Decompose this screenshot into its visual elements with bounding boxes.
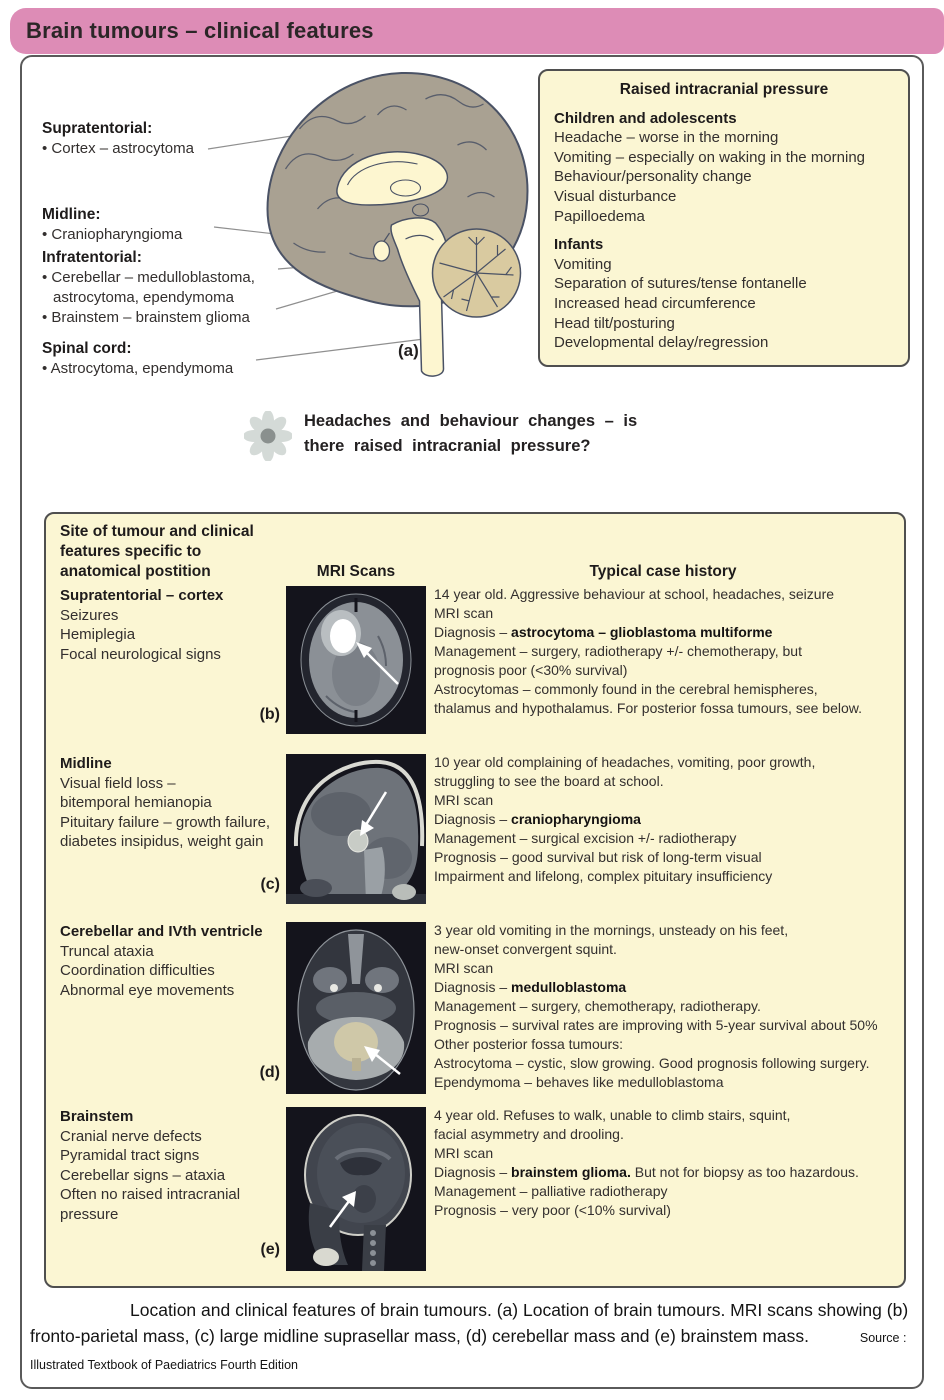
text-line: 3 year old vomiting in the mornings, unsteady on his feet,: [434, 922, 789, 938]
flower-icon: [244, 411, 292, 461]
raised-icp-panel: [538, 69, 910, 367]
text-line: Head tilt/posturing: [554, 314, 675, 332]
text-line: Cranial nerve defects: [60, 1127, 202, 1145]
tumour-mass: [352, 1185, 376, 1213]
site-heading: Cerebellar and IVth ventricle: [60, 923, 263, 940]
site-group-heading: Midline:: [42, 206, 101, 223]
case-history: [434, 585, 900, 718]
case-history: [434, 921, 900, 1092]
text-line: • Cortex – astrocytoma: [42, 140, 194, 157]
site-heading: Supratentorial – cortex: [60, 587, 224, 604]
text-line: Prognosis – very poor (<10% survival): [434, 1202, 671, 1218]
text-line: Management – palliative radiotherapy: [434, 1183, 668, 1199]
icp-children-list: [554, 128, 894, 226]
text-line: Papilloedema: [554, 207, 645, 225]
text-line: Often no raised intracranial: [60, 1186, 241, 1203]
site-group-heading: Spinal cord:: [42, 340, 132, 357]
text-line: Astrocytomas – commonly found in the cerebral hemispheres,: [434, 681, 818, 697]
panel-label-e: (e): [260, 1241, 280, 1258]
text-line: facial asymmetry and drooling.: [434, 1126, 624, 1142]
content-panel: [20, 55, 924, 1389]
site-group-supratentorial: [42, 119, 292, 159]
text-line: Visual field loss –: [60, 774, 176, 792]
text-line: Management – surgery, radiotherapy +/- chemotherapy, but: [434, 643, 802, 659]
text-line: bitemporal hemianopia: [60, 794, 212, 811]
pituitary-shape: [374, 241, 390, 261]
text-line: Visual disturbance: [554, 187, 677, 205]
text-line: Astrocytoma – cystic, slow growing. Good prognosis following surgery.: [434, 1055, 870, 1071]
column-header-mri: MRI Scans: [316, 563, 396, 580]
text-line: Diagnosis – brainstem glioma. But not for biopsy as too hazardous.: [434, 1164, 859, 1180]
text-line: diabetes insipidus, weight gain: [60, 833, 264, 850]
site-features: [60, 586, 278, 664]
text-line: Management – surgery, chemotherapy, radiotherapy.: [434, 998, 761, 1014]
text-line: new-onset convergent squint.: [434, 941, 617, 957]
page-title: Brain tumours – clinical features: [26, 18, 374, 43]
text-line: • Craniopharyngioma: [42, 226, 183, 243]
column-header-case: Typical case history: [589, 563, 737, 580]
text-line: Pyramidal tract signs: [60, 1147, 200, 1164]
site-group-infratentorial: [42, 248, 292, 328]
text-line: Diagnosis – craniopharyngioma: [434, 811, 641, 827]
text-line: • Cerebellar – medulloblastoma,: [42, 269, 255, 286]
text-line: Ependymoma – behaves like medulloblastoma: [434, 1074, 724, 1090]
tumour-mass: [348, 830, 368, 852]
text-line: 14 year old. Aggressive behaviour at school, headaches, seizure: [434, 586, 835, 602]
text-line: Focal neurological signs: [60, 645, 221, 663]
text-line: pressure: [60, 1205, 119, 1223]
panel-label-b: (b): [259, 706, 280, 723]
site-features: [60, 754, 278, 852]
text-line: Vomiting – especially on waking in the morning: [554, 148, 866, 166]
text-line: Diagnosis – astrocytoma – glioblastoma multiforme: [434, 624, 773, 640]
site-group-heading: Infratentorial:: [42, 249, 142, 266]
text-line: Abnormal eye movements: [60, 981, 235, 999]
text-line: Other posterior fossa tumours:: [434, 1036, 624, 1052]
panel-label-d: (d): [259, 1064, 280, 1081]
text-line: Separation of sutures/tense fontanelle: [554, 275, 807, 293]
text-line: 4 year old. Refuses to walk, unable to climb stairs, squint,: [434, 1107, 791, 1123]
text-line: Developmental delay/regression: [554, 334, 769, 352]
figure-caption: [30, 1297, 914, 1376]
text-line: MRI scan: [434, 605, 494, 621]
case-history: [434, 1106, 900, 1220]
text-line: Prognosis – good survival but risk of long-term visual: [434, 849, 762, 865]
text-line: Headache – worse in the morning: [554, 129, 779, 147]
text-line: struggling to see the board at school.: [434, 773, 664, 789]
text-line: Truncal ataxia: [60, 942, 154, 960]
mri-scan-sagittal-suprasellar: [286, 754, 426, 904]
case-history: [434, 753, 900, 886]
site-group-spinal-cord: [42, 339, 292, 379]
title-bar: [10, 8, 944, 54]
key-question-line: Headaches and behaviour changes – is: [304, 412, 638, 430]
text-line: astrocytoma, ependymoma: [53, 289, 234, 306]
site-features: [60, 922, 278, 1000]
text-line: Coordination difficulties: [60, 962, 215, 979]
icp-children-heading: Children and adolescents: [554, 109, 737, 127]
key-question: [244, 409, 694, 461]
text-line: • Astrocytoma, ependymoma: [42, 360, 234, 377]
icp-infants-list: [554, 255, 894, 353]
icp-panel-title: Raised intracranial pressure: [619, 81, 829, 98]
text-line: Diagnosis – medulloblastoma: [434, 979, 627, 995]
text-line: Cerebellar signs – ataxia: [60, 1166, 226, 1184]
text-line: Seizures: [60, 606, 119, 624]
site-heading: Midline: [60, 755, 112, 772]
key-question-line: there raised intracranial pressure?: [304, 437, 591, 455]
text-line: Behaviour/personality change: [554, 168, 752, 186]
text-line: MRI scan: [434, 1145, 494, 1161]
text-line: Pituitary failure – growth failure,: [60, 813, 271, 831]
text-line: prognosis poor (<30% survival): [434, 662, 628, 678]
site-features: [60, 1107, 278, 1224]
site-group-heading: Supratentorial:: [42, 120, 153, 137]
site-group-midline: [42, 205, 292, 245]
text-line: thalamus and hypothalamus. For posterior fossa tumours, see below.: [434, 700, 862, 716]
text-line: • Brainstem – brainstem glioma: [42, 309, 250, 326]
caption-text: Location and clinical features of brain tumours. (a) Location of brain tumours. MRI scans showing (b) fronto-parietal mass, (c) large midline suprasellar mass, (d) cerebellar mass and (e) brainstem mass.: [30, 1300, 909, 1347]
site-heading: Brainstem: [60, 1108, 134, 1125]
text-line: Impairment and lifelong, complex pituitary insufficiency: [434, 868, 773, 884]
icp-infants-heading: Infants: [554, 236, 604, 254]
tumour-mass: [330, 619, 356, 653]
mri-scan-axial-frontoparietal: [286, 586, 426, 734]
text-line: MRI scan: [434, 960, 494, 976]
key-question-text: [304, 409, 637, 461]
text-line: Vomiting: [554, 255, 612, 273]
source-credit: Source : Illustrated Textbook of Paediatrics Fourth Edition: [30, 1331, 907, 1372]
text-line: MRI scan: [434, 792, 494, 808]
mri-scan-sagittal-brainstem: [286, 1107, 426, 1271]
panel-label-c: (c): [260, 876, 280, 893]
text-line: Hemiplegia: [60, 626, 136, 643]
case-table-panel: [44, 512, 906, 1288]
column-header-site: Site of tumour and clinical features specific to anatomical postition: [60, 523, 254, 580]
text-line: Increased head circumference: [554, 294, 756, 312]
mri-scan-axial-cerebellar: [286, 922, 426, 1094]
text-line: 10 year old complaining of headaches, vomiting, poor growth,: [434, 754, 816, 770]
text-line: Management – surgical excision +/- radiotherapy: [434, 830, 737, 846]
text-line: Prognosis – survival rates are improving with 5-year survival about 50%: [434, 1017, 878, 1033]
panel-label-a: (a): [398, 341, 419, 360]
